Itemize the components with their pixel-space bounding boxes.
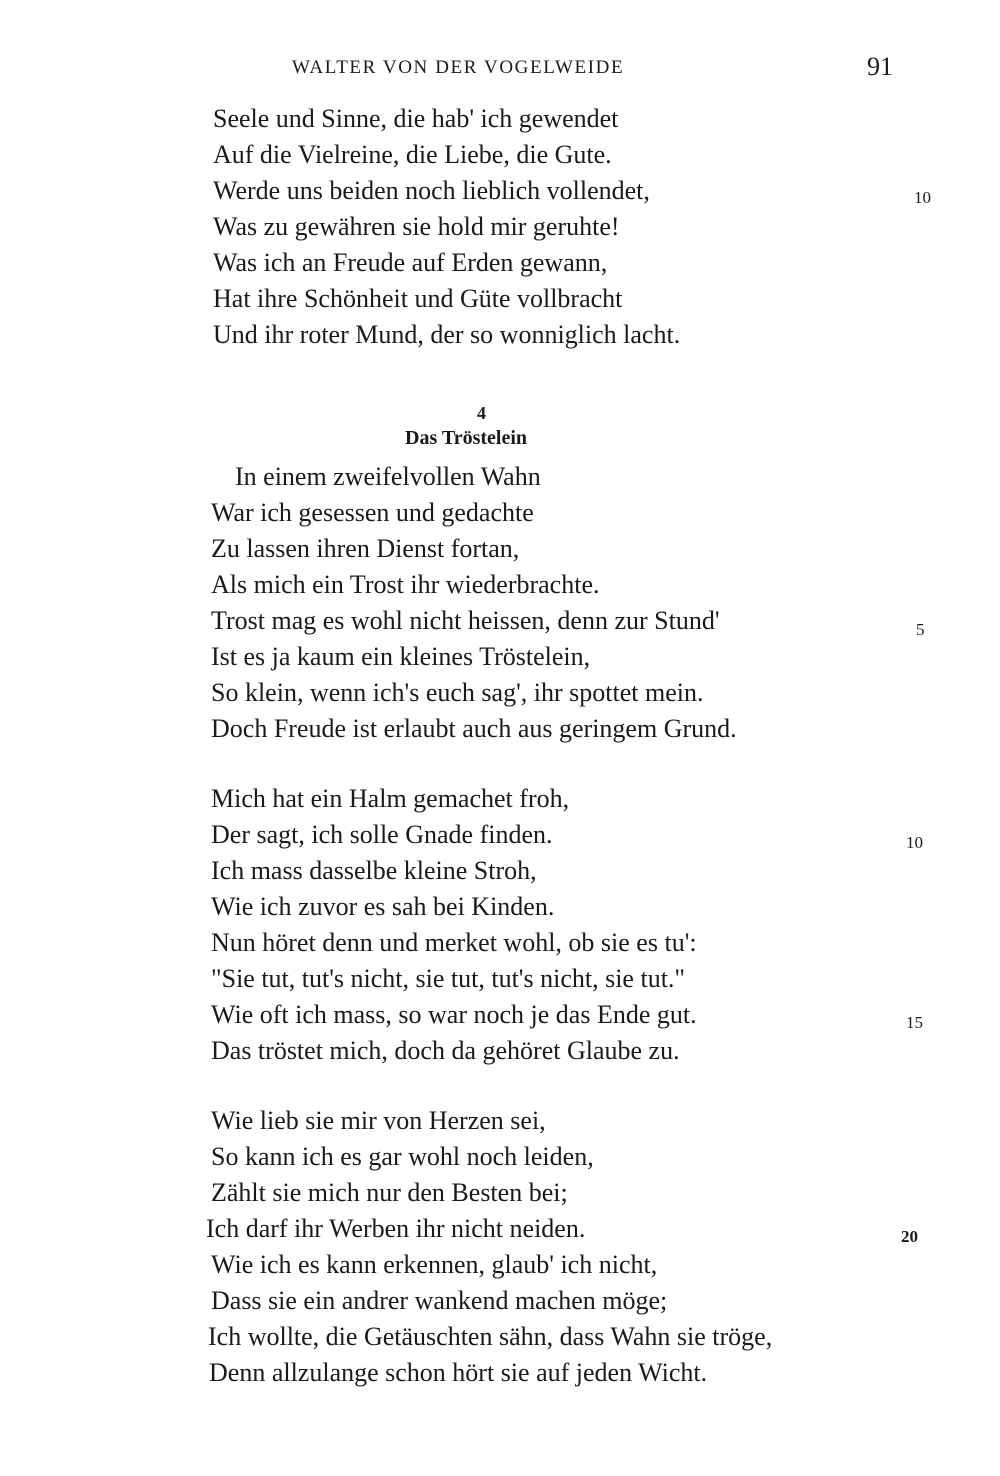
poem-number: 4 xyxy=(477,403,486,423)
line-number: 10 xyxy=(914,188,931,207)
verse-line: Hat ihre Schönheit und Güte vollbracht xyxy=(213,284,623,313)
verse-line: Seele und Sinne, die hab' ich gewendet xyxy=(213,104,619,133)
verse-line: Zählt sie mich nur den Besten bei; xyxy=(211,1178,568,1207)
verse-line: Was zu gewähren sie hold mir geruhte! xyxy=(213,212,620,241)
line-number: 15 xyxy=(906,1013,923,1032)
verse-line: Ich wollte, die Getäuschten sähn, dass Wahn sie tröge, xyxy=(208,1322,773,1351)
verse-line: Trost mag es wohl nicht heissen, denn zur Stund' xyxy=(211,606,720,635)
verse-line: Ich mass dasselbe kleine Stroh, xyxy=(211,856,537,885)
verse-line: Wie ich es kann erkennen, glaub' ich nicht, xyxy=(211,1250,658,1279)
line-number: 20 xyxy=(901,1227,918,1246)
verse-line: Mich hat ein Halm gemachet froh, xyxy=(211,784,570,813)
verse-line: Auf die Vielreine, die Liebe, die Gute. xyxy=(213,140,612,169)
verse-line: So klein, wenn ich's euch sag', ihr spottet mein. xyxy=(211,678,704,707)
verse-line: Doch Freude ist erlaubt auch aus geringem Grund. xyxy=(211,714,737,743)
verse-line: Ist es ja kaum ein kleines Tröstelein, xyxy=(211,642,591,671)
verse-line: Zu lassen ihren Dienst fortan, xyxy=(211,534,520,563)
verse-line: Dass sie ein andrer wankend machen möge; xyxy=(211,1286,668,1315)
verse-line: Denn allzulange schon hört sie auf jeden Wicht. xyxy=(209,1358,708,1387)
poem-title: Das Tröstelein xyxy=(405,427,528,449)
verse-line: Das tröstet mich, doch da gehöret Glaube zu. xyxy=(211,1036,680,1065)
verse-line: Werde uns beiden noch lieblich vollendet, xyxy=(213,176,650,205)
verse-line: Wie oft ich mass, so war noch je das Ende gut. xyxy=(211,1000,697,1029)
verse-line: "Sie tut, tut's nicht, sie tut, tut's nicht, sie tut." xyxy=(211,964,686,993)
verse-line: Als mich ein Trost ihr wiederbrachte. xyxy=(211,570,600,599)
page-number: 91 xyxy=(867,52,893,81)
verse-line: Wie ich zuvor es sah bei Kinden. xyxy=(211,892,555,921)
verse-line: Nun höret denn und merket wohl, ob sie es tu': xyxy=(211,928,697,957)
verse-line: Ich darf ihr Werben ihr nicht neiden. xyxy=(206,1214,586,1243)
verse-line: Und ihr roter Mund, der so wonniglich lacht. xyxy=(213,320,681,349)
line-number: 10 xyxy=(906,833,923,852)
verse-line: Wie lieb sie mir von Herzen sei, xyxy=(211,1106,546,1135)
verse-line: In einem zweifelvollen Wahn xyxy=(235,462,541,491)
verse-line: Der sagt, ich solle Gnade finden. xyxy=(211,820,553,849)
verse-line: Was ich an Freude auf Erden gewann, xyxy=(213,248,608,277)
verse-line: So kann ich es gar wohl noch leiden, xyxy=(211,1142,594,1171)
verse-line: War ich gesessen und gedachte xyxy=(211,498,534,527)
line-number: 5 xyxy=(916,620,925,639)
running-head: WALTER VON DER VOGELWEIDE xyxy=(292,57,625,78)
